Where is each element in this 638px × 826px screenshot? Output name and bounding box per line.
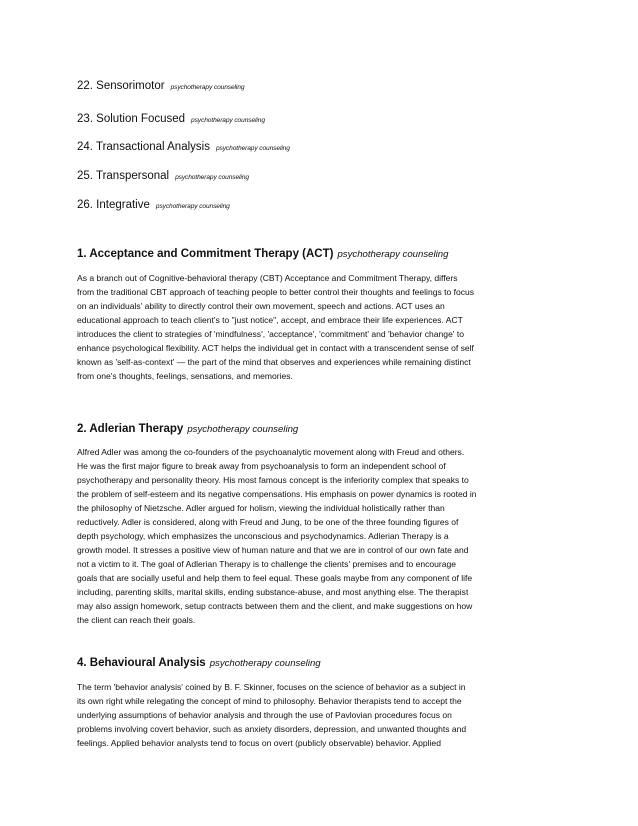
toc-item-label: 25. Transpersonal [77, 170, 170, 182]
paragraph-line: He was the first major figure to break away from psychoanalysis to form an independent school of [77, 461, 446, 471]
toc-item-label: 24. Transactional Analysis [77, 141, 210, 153]
paragraph-line: the philosophy of Nietzsche. Adler argued for holism, viewing the individual holistically rather than [77, 503, 445, 513]
section-heading-behavioural [77, 653, 321, 671]
paragraph-line: the problem of self-esteem and its negative compensations. His emphasis on power dynamics is rooted in [77, 489, 477, 499]
toc-item [77, 137, 290, 155]
paragraph-line: psychotherapy and personality theory. His most famous concept is the inferiority complex that speaks to [77, 475, 469, 485]
paragraph-line: not a victim to it. The goal of Adlerian Therapy is to challenge the clients' premises and to encourage [77, 559, 457, 569]
paragraph-line: enhance psychological flexibility. ACT helps the individual get in contact with a transcendent sense of self [77, 343, 474, 353]
toc-item-label: 22. Sensorimotor [77, 80, 165, 92]
toc-item-label: 26. Integrative [77, 199, 150, 211]
paragraph-line: its own right while relegating the concept of mind to philosophy. Behavior therapists tend to accept the [77, 696, 462, 706]
section-title: 1. Acceptance and Commitment Therapy (ACT) [77, 248, 334, 260]
paragraph-line: reductively. Adler is considered, along with Freud and Jung, to be one of the three founding figures of [77, 517, 459, 527]
toc-item [77, 76, 244, 94]
paragraph-line: growth model. It stresses a positive view of human nature and that we are in control of our own fate and [77, 545, 469, 555]
paragraph-line: educational approach to teach client's to "just notice", accept, and embrace their life experiences. ACT [77, 315, 463, 325]
section-tag: psychotherapy counseling [187, 424, 299, 435]
toc-item [77, 109, 265, 127]
paragraph-line: may also assign homework, setup contracts between them and the client, and make suggestions on how [77, 601, 473, 611]
section-title: 2. Adlerian Therapy [77, 423, 184, 435]
toc-item-tag: psychotherapy counseling [175, 174, 249, 181]
paragraph-line: underlying assumptions of behavior analysis and through the use of Pavlovian procedures focus on [77, 710, 452, 720]
section-heading-adlerian [77, 419, 298, 437]
paragraph-line: depth psychology, which emphasizes the unconscious and psychodynamics. Adlerian Therapy is a [77, 531, 449, 541]
paragraph-line: problems involving covert behavior, such as anxiety disorders, depression, and unwanted thoughts and [77, 724, 467, 734]
paragraph-line: feelings. Applied behavior analysts tend to focus on overt (publicly observable) behavior. Applied [77, 738, 441, 748]
toc-item [77, 166, 249, 184]
paragraph-line: The term 'behavior analysis' coined by B. F. Skinner, focuses on the science of behavior as a subject in [77, 682, 466, 692]
paragraph-line: known as 'self-as-context' — the part of the mind that observes and experiences while remaining distinct [77, 357, 471, 367]
section-title: 4. Behavioural Analysis [77, 657, 206, 669]
section-tag: psychotherapy counseling [209, 658, 321, 669]
toc-item-tag: psychotherapy counseling [155, 203, 230, 210]
toc-item-tag: psychotherapy counseling [215, 145, 290, 152]
toc-item [77, 195, 230, 213]
paragraph-line: goals that are socially useful and help them to feel equal. These goals maybe from any component of life [77, 573, 473, 583]
paragraph-line: on an individuals' ability to directly control their own movement, speech and actions. ACT uses an [77, 301, 445, 311]
section-heading-act [77, 244, 448, 262]
paragraph-line: including, parenting skills, marital skills, ending substance-abuse, and most anything else. The therapist [77, 587, 469, 597]
paragraph-line: introduces the client to strategies of 'mindfulness', 'acceptance', 'commitment' and 'behavior change' to [77, 329, 464, 339]
paragraph-line: from one's thoughts, feelings, sensations, and memories. [77, 371, 293, 381]
section-body-behavioural [77, 680, 567, 750]
paragraph-line: Alfred Adler was among the co-founders of the psychoanalytic movement along with Freud and others. [77, 447, 465, 457]
section-body-act [77, 271, 567, 383]
toc-item-label: 23. Solution Focused [77, 113, 186, 125]
paragraph-line: the client can reach their goals. [77, 615, 196, 625]
toc-item-tag: psychotherapy counseling [191, 117, 265, 124]
paragraph-line: from the traditional CBT approach of teaching people to better control their thoughts and feelings to focus [77, 287, 475, 297]
paragraph-line: As a branch out of Cognitive-behavioral therapy (CBT) Acceptance and Commitment Therapy, differs [77, 273, 458, 283]
toc-item-tag: psychotherapy counseling [170, 84, 245, 91]
section-tag: psychotherapy counseling [337, 249, 449, 260]
section-body-adlerian [77, 445, 567, 627]
